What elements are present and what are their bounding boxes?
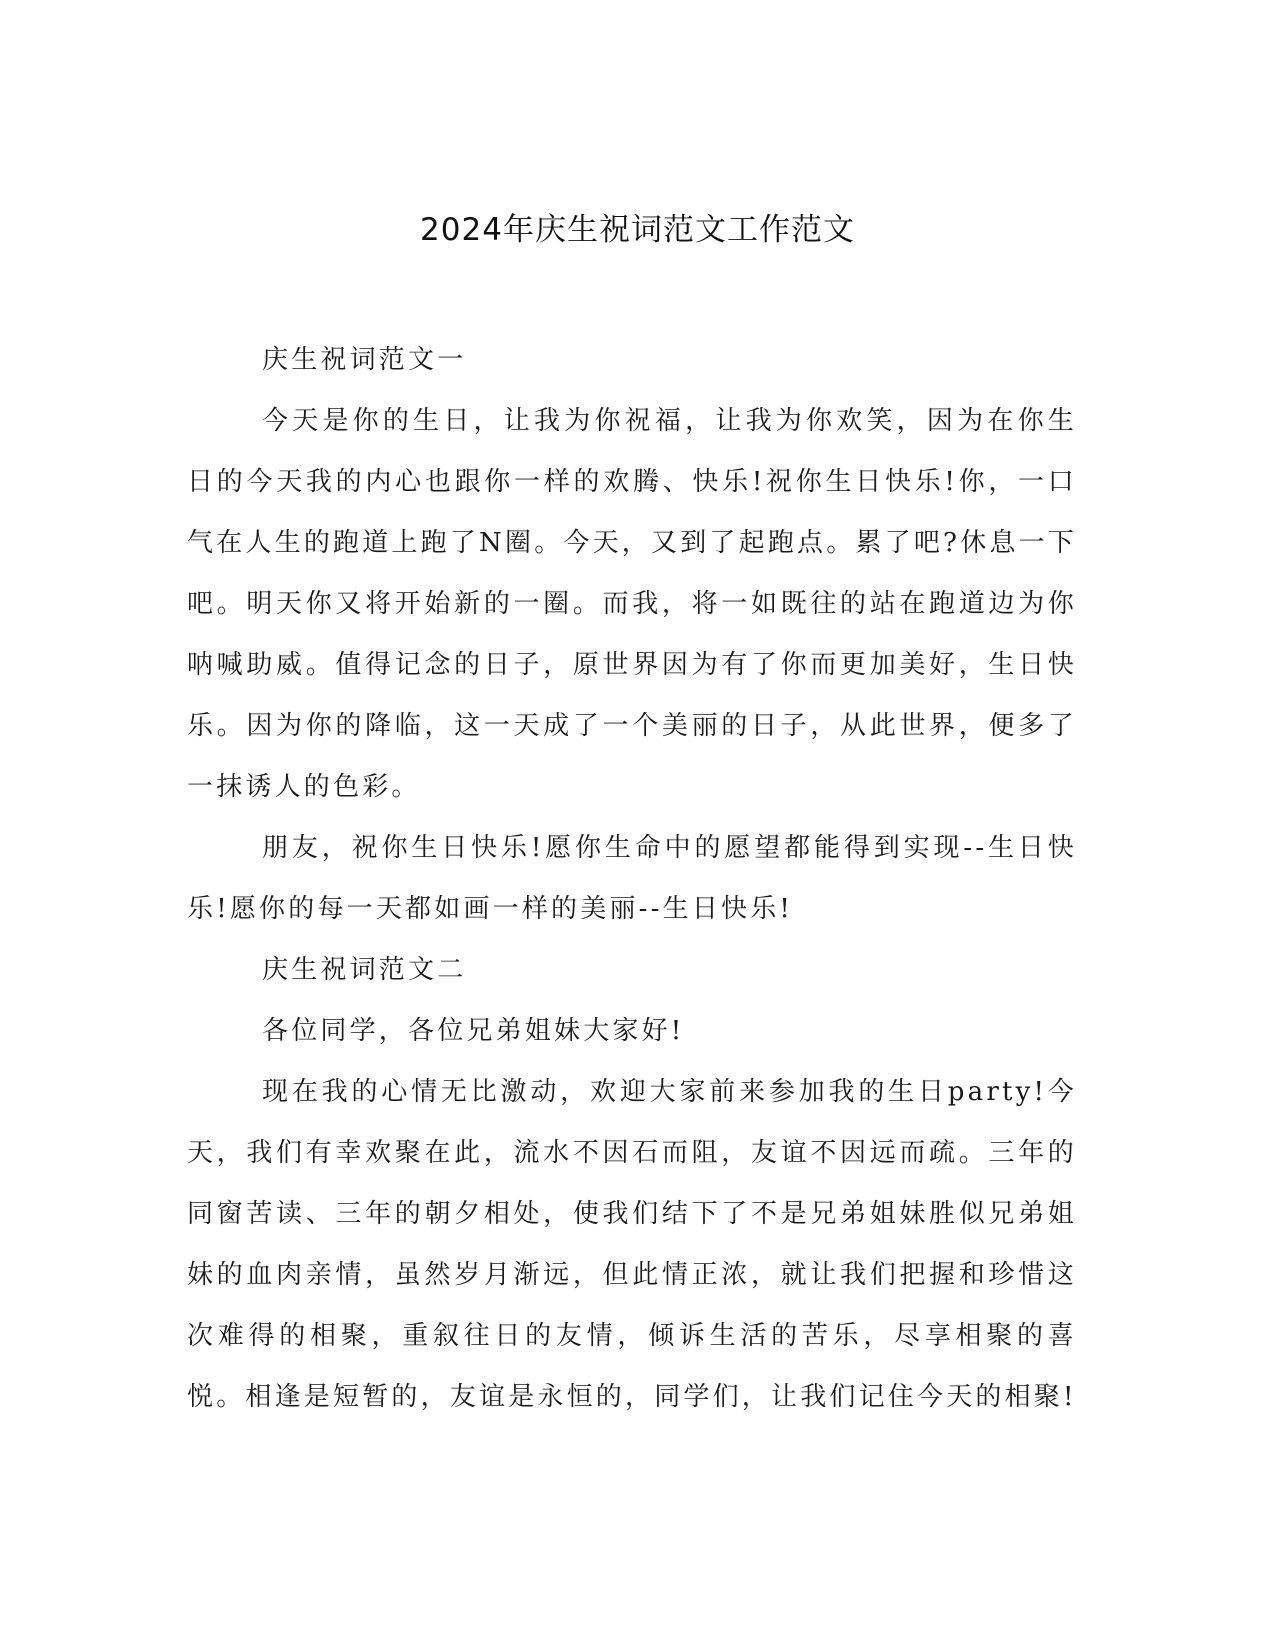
paragraph-2: 朋友，祝你生日快乐!愿你生命中的愿望都能得到实现--生日快乐!愿你的每一天都如画一样的美丽--生日快乐! [187, 833, 1077, 924]
document-title: 2024年庆生祝词范文工作范文 [420, 212, 855, 248]
paragraph-1: 今天是你的生日，让我为你祝福，让我为你欢笑，因为在你生日的今天我的内心也跟你一样的欢腾、快乐!祝你生日快乐!你，一口气在人生的跑道上跑了N圈。今天，又到了起跑点。累了吧?休息一下吧。明天你又将开始新的一圈。而我，将一如既往的站在跑道边为你呐喊助威。值得记念的日子，原世界因为有了你而更加美好，生日快乐。因为你的降临，这一天成了一个美丽的日子，从此世界，便多了一抹诱人的色彩。 [187, 406, 1077, 802]
paragraph-greeting: 各位同学，各位兄弟姐妹大家好! [262, 1016, 685, 1046]
paragraph-3: 现在我的心情无比激动，欢迎大家前来参加我的生日party!今天，我们有幸欢聚在此，流水不因石而阻，友谊不因远而疏。三年的同窗苦读、三年的朝夕相处，使我们结下了不是兄弟姐妹胜似兄弟姐妹的血肉亲情，虽然岁月渐远，但此情正浓，就让我们把握和珍惜这次难得的相聚，重叙往日的友情，倾诉生活的苦乐，尽享相聚的喜悦。相逢是短暂的，友谊是永恒的，同学们，让我们记住今天的相聚! [187, 1077, 1077, 1412]
section-heading-1: 庆生祝词范文一 [262, 345, 467, 375]
section-heading-2: 庆生祝词范文二 [262, 955, 467, 985]
document-body [187, 330, 1077, 1428]
